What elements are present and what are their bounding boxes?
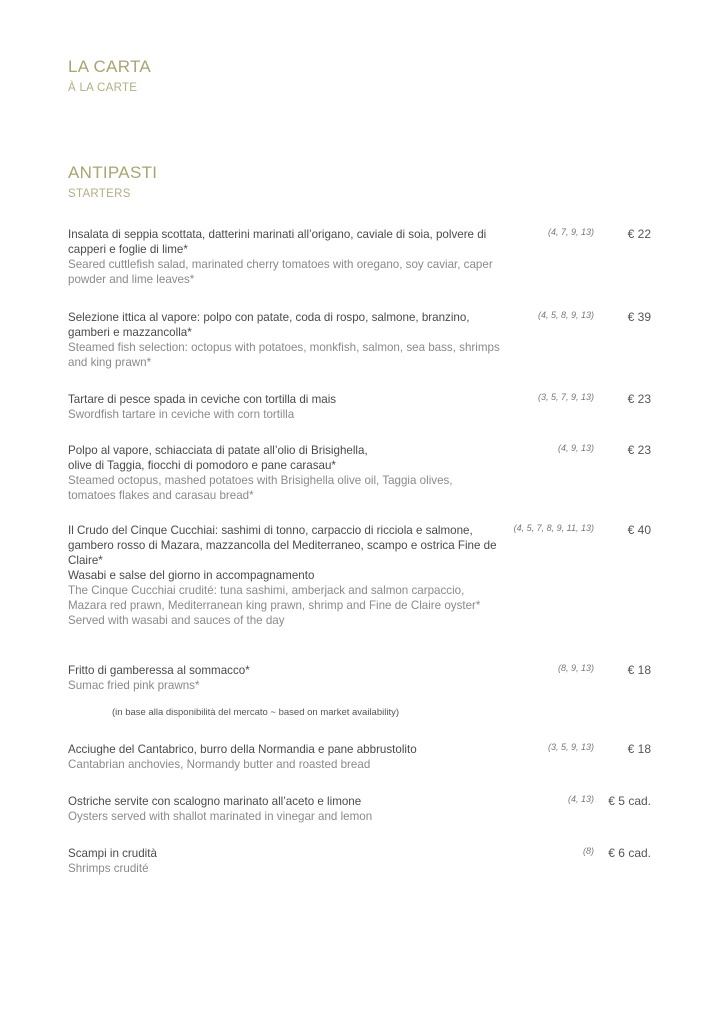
item-description [68, 663, 503, 693]
item-description [68, 523, 503, 628]
menu-item [68, 310, 651, 370]
italian-text: Tartare di pesce spada in ceviche con tortilla di mais [68, 393, 337, 406]
italian-text: Polpo al vapore, schiacciata di patate all’olio di Brisighella, [68, 444, 368, 457]
allergens: (3, 5, 7, 9, 13) [537, 392, 594, 402]
price: € 22 [627, 227, 651, 241]
italian-text: Ostriche servite con scalogno marinato all’aceto e limone [68, 795, 362, 808]
italian-text: Selezione ittica al vapore: polpo con patate, coda di rospo, salmone, branzino, gamberi e mazzancolla* [68, 311, 470, 339]
italian-text: Fritto di gamberessa al sommacco* [68, 664, 250, 677]
section-subtitle: STARTERS [68, 188, 131, 200]
item-description [68, 742, 503, 772]
italian-text: Acciughe del Cantabrico, burro della Normandia e pane abbrustolito [68, 743, 417, 756]
allergens: (4, 5, 8, 9, 13) [537, 310, 594, 320]
menu-item [68, 227, 651, 287]
english-text: The Cinque Cucchiai crudité: tuna sashimi, amberjack and salmon carpaccio, Mazara red prawn, Mediterranean king prawn, shrimp and Fine de Claire oyster* [68, 584, 481, 612]
english-text: Shrimps crudité [68, 862, 149, 875]
price: € 18 [627, 742, 651, 756]
section-title: ANTIPASTI [68, 163, 158, 182]
item-description [68, 846, 503, 876]
english-text: Served with wasabi and sauces of the day [68, 614, 285, 627]
allergens: (8, 9, 13) [557, 663, 594, 673]
english-text: Swordfish tartare in ceviche with corn tortilla [68, 408, 295, 421]
item-description [68, 392, 503, 422]
price: € 39 [627, 310, 651, 324]
italian-text: Scampi in crudità [68, 847, 157, 860]
item-description [68, 794, 503, 824]
italian-text: Insalata di seppia scottata, datterini marinati all’origano, caviale di soia, polvere di capperi e foglie di lime* [68, 228, 487, 256]
price: € 18 [627, 663, 651, 677]
allergens: (4, 7, 9, 13) [547, 227, 594, 237]
allergens: (4, 9, 13) [557, 443, 594, 453]
allergens: (4, 13) [567, 794, 594, 804]
menu-item [68, 392, 651, 422]
market-note: (in base alla disponibilità del mercato ~ based on market availability) [112, 707, 399, 718]
italian-text: Il Crudo del Cinque Cucchiai: sashimi di tonno, carpaccio di ricciola e salmone, gambero rosso di Mazara, mazzancolla del Mediterraneo, scampo e ostrica Fine de Claire* [68, 524, 497, 567]
price: € 6 cad. [608, 846, 651, 860]
menu-item [68, 663, 651, 693]
english-text: Steamed octopus, mashed potatoes with Brisighella olive oil, Taggia olives, tomatoes flakes and carasau bread* [68, 474, 453, 502]
price: € 23 [627, 392, 651, 406]
english-text: Oysters served with shallot marinated in vinegar and lemon [68, 810, 373, 823]
allergens: (4, 5, 7, 8, 9, 11, 13) [513, 523, 594, 533]
italian-text: Wasabi e salse del giorno in accompagnamento [68, 569, 315, 582]
menu-subtitle: À LA CARTE [68, 82, 138, 94]
menu-item [68, 794, 651, 824]
english-text: Cantabrian anchovies, Normandy butter and roasted bread [68, 758, 371, 771]
item-description [68, 310, 503, 370]
allergens: (3, 5, 9, 13) [547, 742, 594, 752]
english-text: Seared cuttlefish salad, marinated cherry tomatoes with oregano, soy caviar, caper powder and lime leaves* [68, 258, 493, 286]
item-description [68, 227, 503, 287]
menu-item [68, 443, 651, 503]
menu-item [68, 523, 651, 628]
menu-title: LA CARTA [68, 57, 152, 76]
allergens: (8) [583, 846, 594, 856]
english-text: Steamed fish selection: octopus with potatoes, monkfish, salmon, sea bass, shrimps and king prawn* [68, 341, 500, 369]
menu-item [68, 846, 651, 876]
english-text: Sumac fried pink prawns* [68, 679, 200, 692]
price: € 40 [627, 523, 651, 537]
price: € 23 [627, 443, 651, 457]
menu-item [68, 742, 651, 772]
italian-text: olive di Taggia, fiocchi di pomodoro e pane carasau* [68, 459, 336, 472]
price: € 5 cad. [608, 794, 651, 808]
item-description [68, 443, 503, 503]
